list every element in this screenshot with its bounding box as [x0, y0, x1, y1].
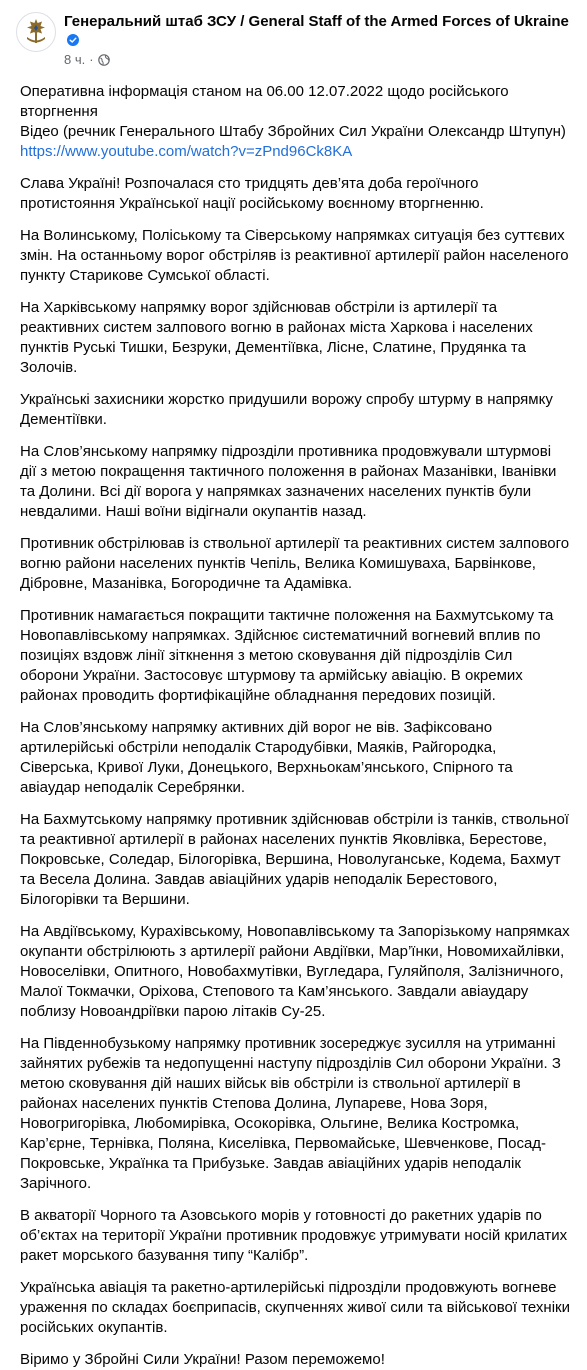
- post-paragraph: Українська авіація та ракетно-артилерійські підрозділи продовжують вогневе ураження по складах боєприпасів, скупченнях живої сили та військової техніки російських окупантів.: [20, 1279, 570, 1336]
- post-paragraph: Віримо у Збройні Сили України! Разом переможемо!: [20, 1351, 385, 1368]
- post-paragraph: На Бахмутському напрямку противник здійснював обстріли із танків, ствольної та реактивної артилерії в районах населених пунктів Яковлівка, Берестове, Покровське, Соледар, Білогорівка, Вершина, Новолуганське, Кодема, Бахмут та Весела Долина. Завдав авіаційних ударів неподалік Берестового, Білогорівки та Вершини.: [20, 811, 569, 908]
- post-paragraph: Противник обстрілював із ствольної артилерії та реактивних систем залпового вогню райони населених пунктів Чепіль, Велика Комишуваха, Барвінкове, Дібровне, Мазанівка, Богородичне та Адамівка.: [20, 535, 570, 592]
- meta-separator: ·: [89, 52, 94, 67]
- page-name: Генеральний штаб ЗСУ / General Staff of the Armed Forces of Ukraine: [64, 13, 569, 30]
- post-paragraph: На Харківському напрямку ворог здійснював обстріли із артилерії та реактивних систем залпового вогню в районах міста Харкова і населених пунктів Руські Тишки, Безруки, Дементіївка, Лісне, Слатине, Прудянка та Золочів.: [20, 299, 533, 376]
- post-timestamp[interactable]: 8 ч.: [64, 52, 86, 67]
- intro-line: Оперативна інформація станом на 06.00 12.07.2022 щодо російського вторгнення: [20, 83, 509, 120]
- post-paragraph: Противник намагається покращити тактичне положення на Бахмутському та Новопавлівському напрямках. Здійснює систематичний вогневий вплив по позиціях вздовж лінії зіткнення з метою сковування дій підрозділів Сил оборони України. Застосовує штурмову та армійську авіацію. В окремих районах проводить фортифікаційне обладнання передових позицій.: [20, 607, 554, 704]
- post-paragraph: На Слов’янському напрямку підрозділи противника продовжували штурмові дії з метою покращення тактичного положення в районах Мазанівки, Іванівки та Долини. Всі дії ворога у напрямках зазначених населених пунктів були невдалими. Наші воїни відігнали окупантів назад.: [20, 443, 557, 520]
- post-paragraph: Слава Україні! Розпочалася сто тридцять дев’ята доба героїчного протистояння Української нації російському воєнному вторгненню.: [20, 175, 484, 212]
- post-paragraph: На Авдіївському, Курахівському, Новопавлівському та Запорізькому напрямках окупанти обстрілюють з артилерії райони Авдіївки, Мар’їнки, Новомихайлівки, Новоселівки, Опитного, Новобахмутівки, Вугледара, Гуляйполя, Залізничного, Малої Токмачки, Оріхова, Степового та Кам’янського. Завдали авіаудару поблизу Новоандріївки парою літаків Су-25.: [20, 923, 570, 1020]
- post-paragraph: На Слов’янському напрямку активних дій ворог не вів. Зафіксовано артилерійські обстріли неподалік Стародубівки, Маяків, Райгородка, Сіверська, Кривої Луки, Донецького, Верхньокам’янського, Спірного та авіаудар неподалік Серебрянки.: [20, 719, 513, 796]
- video-link[interactable]: https://www.youtube.com/watch?v=zPnd96Ck8KA: [20, 143, 353, 160]
- post-body: [0, 62, 587, 1370]
- post-paragraph: В акваторії Чорного та Азовського морів у готовності до ракетних ударів по об’єктах на території України противник продовжує утримувати носій крилатих ракет морського базування типу “Калібр”.: [20, 1207, 568, 1264]
- post-paragraph: На Волинському, Поліському та Сіверському напрямках ситуація без суттєвих змін. На останньому ворог обстріляв із реактивної артилерії район населеного пункту Старикове Сумської області.: [20, 227, 569, 284]
- globe-icon[interactable]: [98, 54, 110, 66]
- post-paragraph: Українські захисники жорстко придушили ворожу спробу штурму в напрямку Дементіївки.: [20, 391, 553, 428]
- avatar[interactable]: [16, 12, 56, 52]
- armed-forces-emblem-icon: [21, 17, 51, 47]
- intro-line: Відео (речник Генерального Штабу Збройних Сил України Олександр Штупун): [20, 123, 566, 140]
- post-intro: [20, 82, 571, 162]
- post-meta: [64, 52, 571, 68]
- post-header: [0, 0, 587, 67]
- page-name-link[interactable]: [64, 12, 571, 50]
- verified-badge-icon: [67, 34, 79, 46]
- post-paragraph: На Південнобузькому напрямку противник зосереджує зусилля на утриманні зайнятих рубежів та недопущенні наступу підрозділів Сил оборони України. З метою сковування дій наших військ вів обстріли із ствольної артилерії в районах населених пунктів Степова Долина, Лупареве, Нова Зоря, Новогригорівка, Любомирівка, Осокорівка, Ольгине, Велика Костромка, Кар’єрне, Тернівка, Поляна, Киселівка, Первомайське, Шевченкове, Посад-Покровське, Українка та Прибузьке. Завдав авіаційних ударів неподалік Зарічного.: [20, 1035, 561, 1192]
